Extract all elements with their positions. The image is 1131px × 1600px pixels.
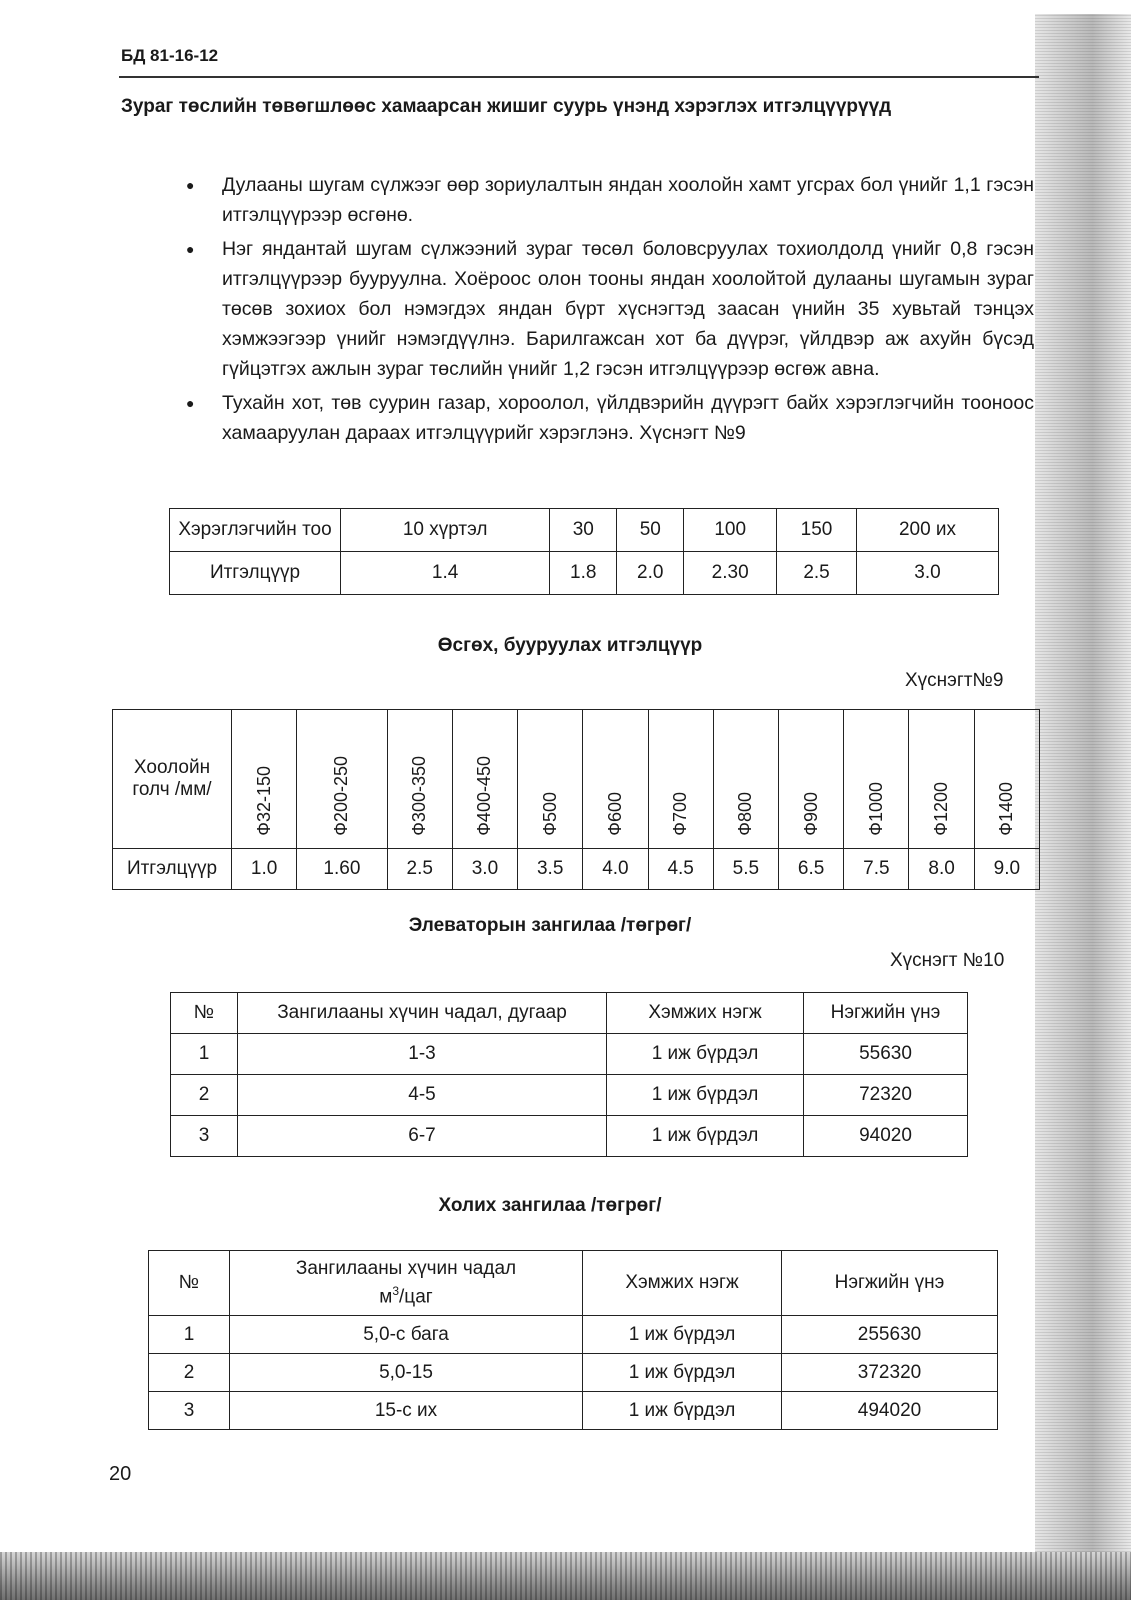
table-cell [230,1251,583,1316]
table-cell: 8.0 [909,849,974,890]
table-cell: 3 [171,1116,238,1157]
header-text: Зангилааны хүчин чадал [295,1257,517,1279]
table-cell: № [149,1251,230,1316]
header-unit-suffix: /цаг [399,1286,433,1308]
table-cell: 72320 [804,1075,968,1116]
table-ref-10: Хүснэгт №10 [890,950,1005,971]
vertical-label: Ф600 [604,792,625,836]
table-row [149,1316,998,1354]
table-cell: 1.60 [297,849,387,890]
table-header-row [171,993,968,1034]
table-cell: Нэгжийн үнэ [782,1251,998,1316]
table-cell: Нэгжийн үнэ [804,993,968,1034]
table-cell: Итгэлцүүр [170,552,341,595]
table-cell [297,710,387,849]
table-cell: 50 [617,509,684,552]
bullet-icon: ● [186,241,195,257]
header-unit: м [379,1286,393,1308]
table-cell: 100 [684,509,777,552]
bullet-list [186,170,1034,452]
table-cell: 1 [171,1034,238,1075]
vertical-label: Ф1000 [865,782,886,836]
table-cell: 15-с их [230,1392,583,1430]
table-cell [387,710,452,849]
table-cell: 5,0-15 [230,1354,583,1392]
vertical-label: Ф500 [539,792,560,836]
table-cell: 3 [149,1392,230,1430]
table-cell: 5,0-с бага [230,1316,583,1354]
table-cell: 30 [550,509,617,552]
table-header-row [170,509,999,552]
bullet-text: Тухайн хот, төв суурин газар, хороолол, үйлдвэрийн дүүрэгт байх хэрэглэгчийн тооноос хамааруулан дараах итгэлцүүрийг хэрэглэнэ. Хүснэгт №9 [222,392,1034,444]
page-number: 20 [109,1463,132,1485]
bullet-item [186,388,1034,448]
table-cell: 150 [777,509,857,552]
table-row [171,1075,968,1116]
table-cell [452,710,517,849]
header-superscript: 3 [392,1283,400,1298]
vertical-label: Ф1200 [931,782,952,836]
table-header-row [149,1251,998,1316]
table-cell: Хэмжих нэгж [583,1251,782,1316]
table-cell: 3.5 [518,849,583,890]
table-cell: 2 [149,1354,230,1392]
table-cell: 1 иж бүрдэл [607,1034,804,1075]
table-cell: 2.5 [777,552,857,595]
table-cell: Хэмжих нэгж [607,993,804,1034]
table-ref-9: Хүснэгт№9 [905,670,1004,691]
elevator-price-table [170,992,968,1157]
table-cell: 94020 [804,1116,968,1157]
table-cell: 2 [171,1075,238,1116]
caption-elevator: Элеваторын зангилаа /төгрөг/ [408,915,692,936]
bullet-text: Нэг яндантай шугам сүлжээний зураг төсөл боловсруулах тохиолдолд үнийг 0,8 гэсэн итгэлцүүрээр бууруулна. Хоёроос олон тооны яндан хоолойтой дулааны шугамын зураг төсөв зохиох бол нэмэгдэх яндан бүрт хүснэгтэд заасан үнийн 35 хувьтай тэнцэх хэмжээгээр үнийг нэмэгдүүлнэ. Барилгажсан хот ба дүүрэг, үйлдвэр аж ахуйн бүсэд гүйцэтгэх ажлын зураг төслийн үнийг 1,2 гэсэн итгэлцүүрээр өсгөж авна. [222,238,1034,380]
table-cell: 7.5 [844,849,909,890]
vertical-label: Ф200-250 [331,756,352,836]
table-cell: 1 [149,1316,230,1354]
table-cell: 1 иж бүрдэл [607,1075,804,1116]
bullet-text: Дулааны шугам сүлжээг өөр зориулалтын яндан хоолойн хамт угсрах бол үнийг 1,1 гэсэн итгэлцүүрээр өсгөнө. [222,174,1034,226]
bullet-icon: ● [186,177,195,193]
table-cell: 55630 [804,1034,968,1075]
table-cell: 1-3 [238,1034,607,1075]
caption-coefficient: Өсгөх, бууруулах итгэлцүүр [437,635,703,656]
caption-mixing: Холих зангилаа /төгрөг/ [438,1195,662,1216]
table-cell [648,710,713,849]
vertical-label: Ф1400 [996,782,1017,836]
vertical-label: Ф300-350 [409,756,430,836]
table-row [149,1392,998,1430]
table-cell: 1.4 [341,552,550,595]
table-cell: 3.0 [856,552,998,595]
table-cell: 5.5 [713,849,778,890]
table-row [113,849,1040,890]
table-row [171,1116,968,1157]
table-cell: 1.0 [232,849,297,890]
table-cell: Хоолойн голч /мм/ [113,710,232,849]
header-rule [119,76,1039,78]
scan-shadow-right [1035,0,1131,1600]
document-code: БД 81-16-12 [121,46,219,65]
table-cell [232,710,297,849]
bullet-item [186,234,1034,384]
vertical-label: Ф400-450 [474,756,495,836]
consumer-coefficient-table [169,508,999,595]
table-cell: 9.0 [974,849,1039,890]
table-cell: 4.0 [583,849,648,890]
table-cell: 372320 [782,1354,998,1392]
table-cell: 6.5 [779,849,844,890]
table-row [149,1354,998,1392]
table-cell [974,710,1039,849]
vertical-label: Ф900 [800,792,821,836]
table-cell: 1.8 [550,552,617,595]
table-cell: 10 хүртэл [341,509,550,552]
table-cell: 255630 [782,1316,998,1354]
table-cell: 4.5 [648,849,713,890]
table-cell: 200 их [856,509,998,552]
vertical-label: Ф800 [735,792,756,836]
table-cell [844,710,909,849]
table-cell: 2.5 [387,849,452,890]
table-cell: 6-7 [238,1116,607,1157]
table-cell: 1 иж бүрдэл [583,1354,782,1392]
vertical-label: Ф32-150 [253,766,274,836]
table-cell: 2.30 [684,552,777,595]
table-header-row [113,710,1040,849]
vertical-label: Ф700 [670,792,691,836]
table-cell [518,710,583,849]
table-row [171,1034,968,1075]
table-cell: 3.0 [452,849,517,890]
table-cell: 494020 [782,1392,998,1430]
table-cell: 1 иж бүрдэл [583,1316,782,1354]
table-row [170,552,999,595]
table-cell [583,710,648,849]
table-cell: № [171,993,238,1034]
table-cell [909,710,974,849]
table-cell: 1 иж бүрдэл [583,1392,782,1430]
section-heading: Зураг төслийн төвөгшлөөс хамаарсан жишиг суурь үнэнд хэрэглэх итгэлцүүрүүд [121,96,892,117]
table-cell: 4-5 [238,1075,607,1116]
table-cell [713,710,778,849]
table-cell: Зангилааны хүчин чадал, дугаар [238,993,607,1034]
pipe-diameter-table [112,709,1040,890]
table-cell: Хэрэглэгчийн тоо [170,509,341,552]
bullet-item [186,170,1034,230]
table-cell: Итгэлцүүр [113,849,232,890]
mixing-node-price-table [148,1250,998,1430]
scan-shadow-bottom [0,1552,1131,1600]
scan-top-gap [1035,0,1131,14]
table-cell: 1 иж бүрдэл [607,1116,804,1157]
table-cell: 2.0 [617,552,684,595]
table-cell [779,710,844,849]
bullet-icon: ● [186,395,195,411]
